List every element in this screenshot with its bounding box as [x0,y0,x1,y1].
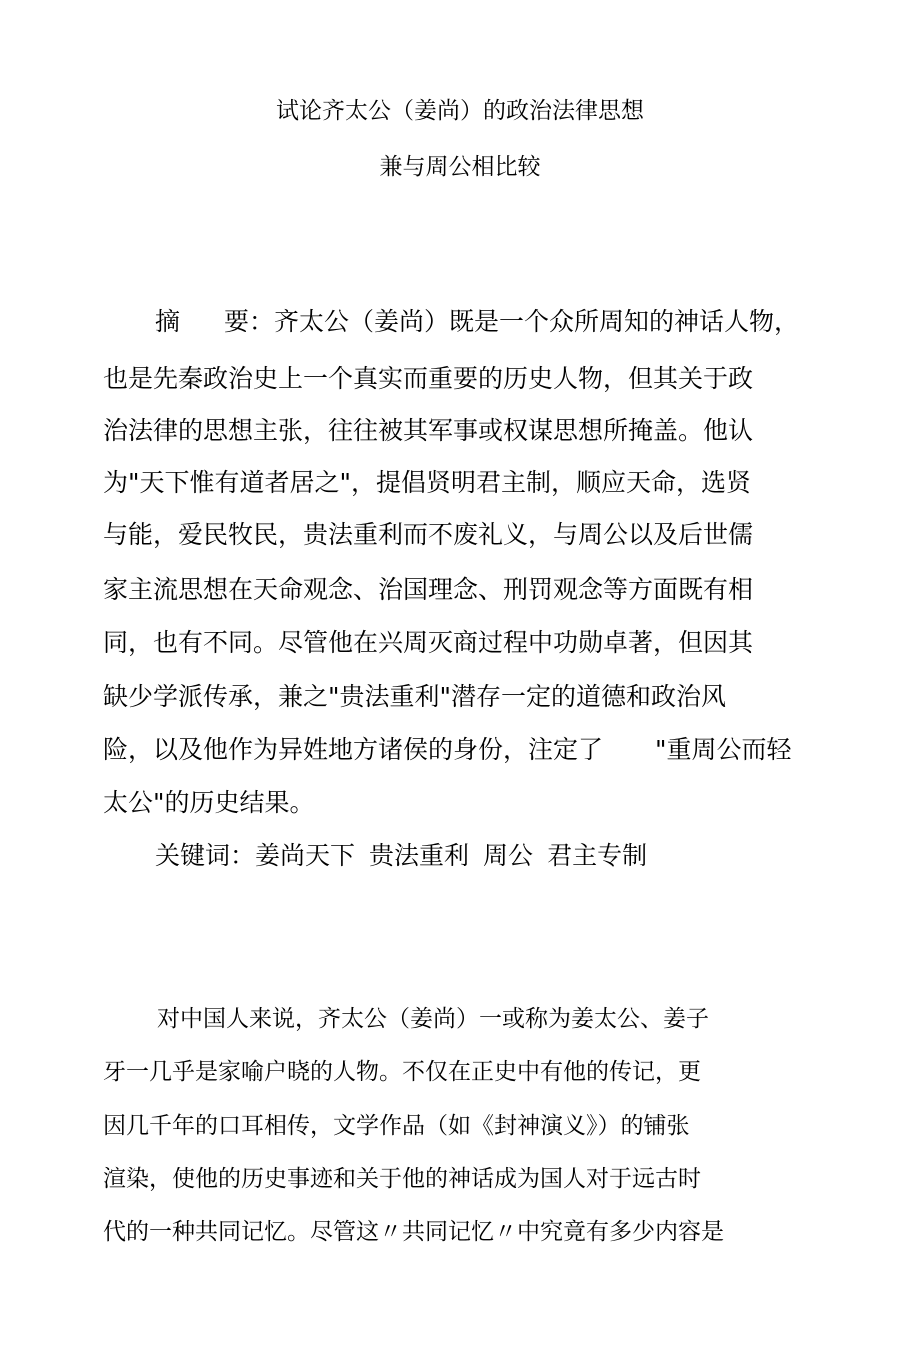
keyword-item: 贵法重利 [369,841,470,870]
keywords-line [103,839,647,873]
abstract-line: 治法律的思想主张，往往被其军事或权谋思想所掩盖。他认 [103,416,754,445]
abstract-line: 缺少学派传承，兼之"贵法重利"潜存一定的道德和政治风 [103,682,727,711]
paper-subtitle: 兼与周公相比较 [379,154,541,180]
keywords-label: 关键词： [155,841,256,870]
abstract-line: 摘 要：齐太公（姜尚）既是一个众所周知的神话人物， [155,307,800,336]
keyword-item: 君主专制 [547,841,648,870]
keyword-item: 姜尚天下 [255,841,356,870]
abstract-line: 与能，爱民牧民，贵法重利而不废礼义，与周公以及后世儒 [103,520,754,549]
body-line: 对中国人来说，齐太公（姜尚）一或称为姜太公、姜子 [157,1006,709,1032]
abstract-line: 险，以及他作为异姓地方诸侯的身份，注定了 "重周公而轻 [103,735,792,764]
body-line: 因几千年的口耳相传，文学作品（如《封神演义》）的铺张 [103,1113,690,1139]
abstract-label-part1: 摘 [155,307,181,336]
body-line: 代的一种共同记忆。尽管这〃共同记忆〃中究竟有多少内容是 [103,1219,724,1245]
abstract-line: 同，也有不同。尽管他在兴周灭商过程中功勋卓著，但因其 [103,628,754,657]
paper-title: 试论齐太公（姜尚）的政治法律思想 [276,98,644,124]
abstract-line: 也是先秦政治史上一个真实而重要的历史人物，但其关于政 [103,364,754,393]
abstract-label-part2: 要： [224,307,275,336]
abstract-line: 太公"的历史结果。 [103,788,315,817]
abstract-line: 为"天下惟有道者居之"，提倡贤明君主制，顺应天命，选贤 [103,468,752,497]
keyword-item: 周公 [483,841,534,870]
body-line: 渲染，使他的历史事迹和关于他的神话成为国人对于远古时 [103,1166,701,1192]
body-line: 牙一几乎是家喻户晓的人物。不仅在正史中有他的传记，更 [103,1059,701,1085]
abstract-line: 家主流思想在天命观念、治国理念、刑罚观念等方面既有相 [103,575,754,604]
